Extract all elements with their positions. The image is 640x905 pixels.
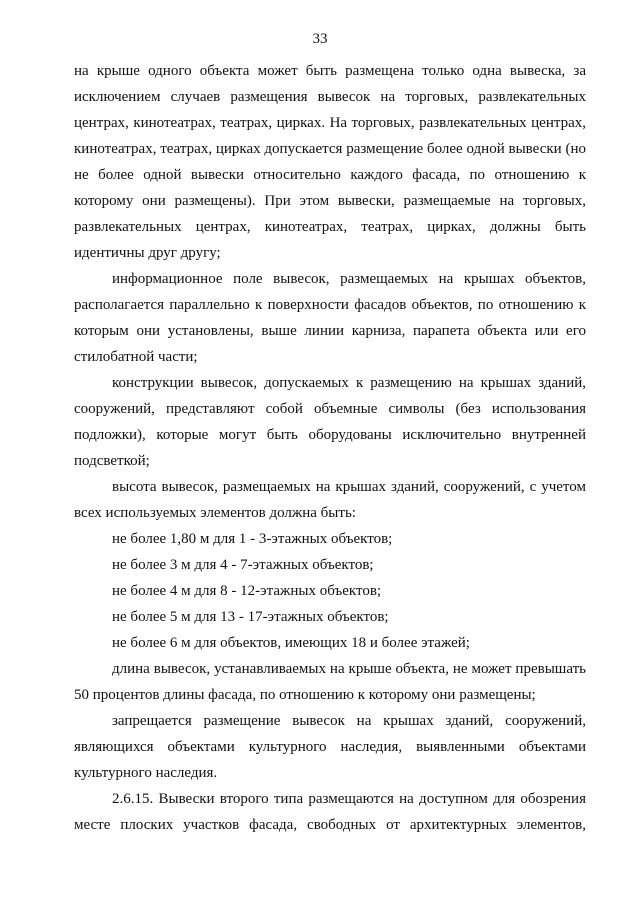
text-line: которым они установлены, выше линии карниза, парапета объекта или его <box>74 323 586 339</box>
text-line: запрещается размещение вывесок на крышах зданий, сооружений, <box>112 713 586 729</box>
text-line: длина вывесок, устанавливаемых на крыше объекта, не может превышать <box>112 661 586 677</box>
list-item: не более 1,80 м для 1 - 3-этажных объектов; <box>112 531 393 547</box>
text-line: являющихся объектами культурного наследия, выявленными объектами <box>74 739 586 755</box>
text-line: 50 процентов длины фасада, по отношению к которому они размещены; <box>74 687 536 703</box>
text-line: исключением случаев размещения вывесок на торговых, развлекательных <box>74 89 586 105</box>
text-line: всех используемых элементов должна быть: <box>74 505 356 521</box>
text-line: 2.6.15. Вывески второго типа размещаются на доступном для обозрения <box>112 791 586 807</box>
text-line: которому они размещены). При этом вывески, размещаемые на торговых, <box>74 193 586 209</box>
text-line: сооружений, представляют собой объемные символы (без использования <box>74 401 586 417</box>
text-line: подложки), которые могут быть оборудованы исключительно внутренней <box>74 427 586 443</box>
text-line: центрах, кинотеатрах, театрах, цирках. На торговых, развлекательных центрах, <box>74 115 586 131</box>
text-line: конструкции вывесок, допускаемых к размещению на крышах зданий, <box>112 375 586 391</box>
text-line: кинотеатрах, театрах, цирках допускается размещение более одной вывески (но <box>74 141 586 157</box>
text-line: идентичны друг другу; <box>74 245 221 261</box>
text-line: подсветкой; <box>74 453 150 469</box>
list-item: не более 3 м для 4 - 7-этажных объектов; <box>112 557 374 573</box>
text-line: культурного наследия. <box>74 765 218 781</box>
list-item: не более 4 м для 8 - 12-этажных объектов; <box>112 583 382 599</box>
text-line: стилобатной части; <box>74 349 198 365</box>
text-line: месте плоских участков фасада, свободных от архитектурных элементов, <box>74 817 586 833</box>
list-item: не более 5 м для 13 - 17-этажных объектов; <box>112 609 389 625</box>
text-line: развлекательных центрах, кинотеатрах, театрах, цирках, должны быть <box>74 219 586 235</box>
text-line: не более одной вывески относительно каждого фасада, по отношению к <box>74 167 586 183</box>
text-line: располагается параллельно к поверхности фасадов объектов, по отношению к <box>74 297 586 313</box>
text-line: высота вывесок, размещаемых на крышах зданий, сооружений, с учетом <box>112 479 586 495</box>
text-line: на крыше одного объекта может быть размещена только одна вывеска, за <box>74 63 586 79</box>
list-item: не более 6 м для объектов, имеющих 18 и более этажей; <box>112 635 470 651</box>
text-line: информационное поле вывесок, размещаемых на крышах объектов, <box>112 271 586 287</box>
page-number: 33 <box>312 31 328 47</box>
